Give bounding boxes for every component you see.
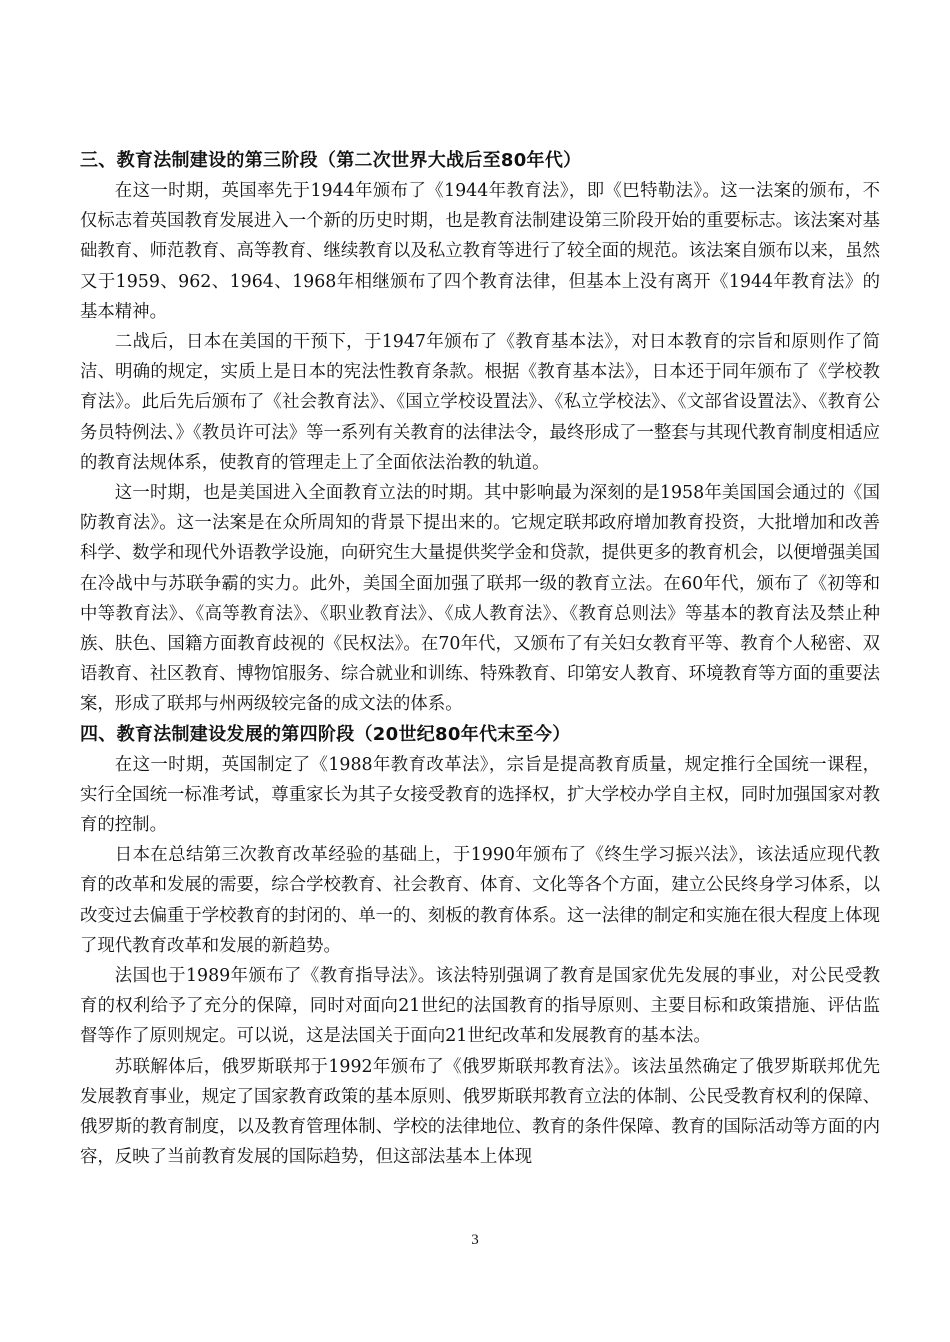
paragraph-usa-1958: 这一时期，也是美国进入全面教育立法的时期。其中影响最为深刻的是1958年美国国会通过的《国防教育法》。这一法案是在众所周知的背景下提出来的。它规定联邦政府增加教育投资，大批增加和改善科学、数学和现代外语教学设施，向研究生大量提供奖学金和贷款，提供更多的教育机会，以便增强美国在冷战中与苏联争霸的实力。此外，美国全面加强了联邦一级的教育立法。在60年代，颁布了《初等和中等教育法》、《高等教育法》、《职业教育法》、《成人教育法》、《教育总则法》等基本的教育法及禁止种族、肤色、国籍方面教育歧视的《民权法》。在70年代，又颁布了有关妇女教育平等、教育个人秘密、双语教育、社区教育、博物馆服务、综合就业和训练、特殊教育、印第安人教育、环境教育等方面的重要法案，形成了联邦与州两级较完备的成文法的体系。 <box>80 483 880 715</box>
paragraph-france-1989: 法国也于1989年颁布了《教育指导法》。该法特别强调了教育是国家优先发展的事业，对公民受教育的权利给予了充分的保障，同时对面向21世纪的法国教育的指导原则、主要目标和政策措施、评估监督等作了原则规定。可以说，这是法国关于面向21世纪改革和发展教育的基本法。 <box>80 966 880 1047</box>
page-number: 3 <box>471 1232 479 1248</box>
section-heading-3: 三、教育法制建设的第三阶段（第二次世界大战后至80年代） <box>80 150 582 171</box>
section-heading-4: 四、教育法制建设发展的第四阶段（20世纪80年代末至今） <box>80 723 571 745</box>
paragraph-russia-1992: 苏联解体后，俄罗斯联邦于1992年颁布了《俄罗斯联邦教育法》。该法虽然确定了俄罗斯联邦优先发展教育事业，规定了国家教育政策的基本原则、俄罗斯联邦教育立法的体制、公民受教育权利的保障、俄罗斯的教育制度，以及教育管理体制、学校的法律地位、教育的条件保障、教育的国际活动等方面的内容，反映了当前教育发展的国际趋势，但这部法基本上体现 <box>80 1056 880 1168</box>
paragraph-japan-1990: 日本在总结第三次教育改革经验的基础上，于1990年颁布了《终生学习振兴法》，该法适应现代教育的改革和发展的需要，综合学校教育、社会教育、体育、文化等各个方面，建立公民终身学习体系，以改变过去偏重于学校教育的封闭的、单一的、刻板的教育体系。这一法律的制定和实施在很大程度上体现了现代教育改革和发展的新趋势。 <box>80 845 880 956</box>
paragraph-uk-1944: 在这一时期，英国率先于1944年颁布了《1944年教育法》，即《巴特勒法》。这一法案的颁布，不仅标志着英国教育发展进入一个新的历史时期，也是教育法制建设第三阶段开始的重要标志。该法案对基础教育、师范教育、高等教育、继续教育以及私立教育等进行了较全面的规范。该法案自颁布以来，虽然又于1959、962、1964、1968年相继颁布了四个教育法律，但基本上没有离开《1944年教育法》的基本精神。 <box>80 181 880 322</box>
paragraph-uk-1988: 在这一时期，英国制定了《1988年教育改革法》，宗旨是提高教育质量，规定推行全国统一课程，实行全国统一标准考试，尊重家长为其子女接受教育的选择权，扩大学校办学自主权，同时加强国家对教育的控制。 <box>80 754 880 836</box>
paragraph-japan-1947: 二战后，日本在美国的干预下，于1947年颁布了《教育基本法》，对日本教育的宗旨和原则作了简洁、明确的规定，实质上是日本的宪法性教育条款。根据《教育基本法》，日本还于同年颁布了《学校教育法》。此后先后颁布了《社会教育法》、《国立学校设置法》、《私立学校法》、《文部省设置法》、《教育公务员特例法、》《教员许可法》等一系列有关教育的法律法令，最终形成了一整套与其现代教育制度相适应的教育法规体系，使教育的管理走上了全面依法治教的轨道。 <box>80 332 880 473</box>
document-body <box>80 146 880 1173</box>
